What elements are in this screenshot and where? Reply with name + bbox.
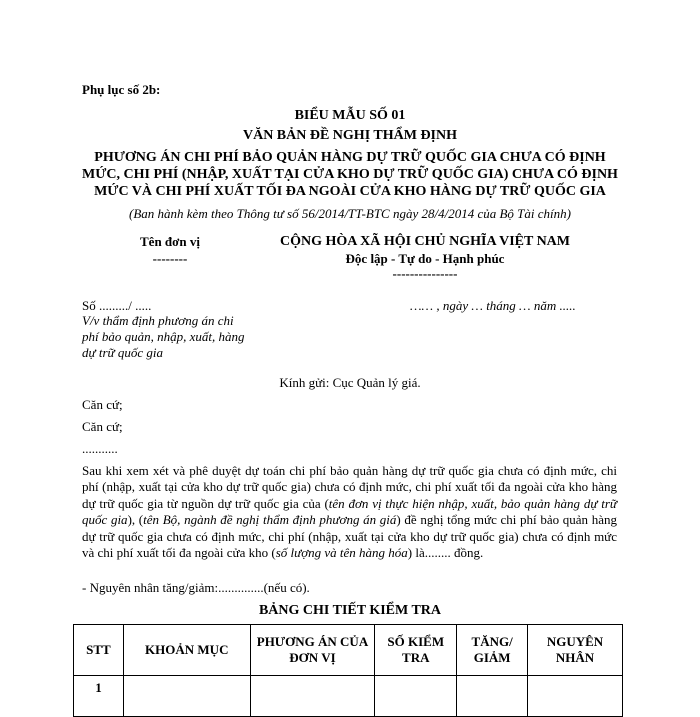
header-stt: STT xyxy=(74,625,124,676)
document-number: Số ........./ ..... xyxy=(82,298,152,313)
date-line: …… , ngày … tháng … năm ..... xyxy=(410,298,576,313)
body-text-2: ), ( xyxy=(127,512,144,528)
body-text-1: Sau khi xem xét và phê duyệt dự toán chi phí bảo quản hàng dự trữ quốc gia chưa có định mức, chi phí (nhập, xuất tại cửa kho dự trữ quốc gia) chưa có định mức, chi phí xuất tối đa ngoài cửa kho hàng dự trữ quốc gia từ nguồn dự trữ quốc gia của ( xyxy=(82,463,617,511)
national-title: CỘNG HÒA XÃ HỘI CHỦ NGHĨA VIỆT NAM xyxy=(279,234,570,249)
reference-line-1: V/v thẩm định phương án chi xyxy=(82,313,234,328)
table-cell xyxy=(250,676,375,717)
body-paragraph xyxy=(82,463,617,561)
subject-line-2: MỨC, CHI PHÍ (NHẬP, XUẤT TẠI CỬA KHO DỰ TRỮ QUỐC GIA) CHƯA CÓ ĐỊNH xyxy=(82,167,618,182)
basis-line-3: ........... xyxy=(82,441,118,456)
basis-line-2: Căn cứ; xyxy=(82,419,123,434)
recipient-line: Kính gửi: Cục Quản lý giá. xyxy=(279,375,421,390)
appendix-label: Phụ lục số 2b: xyxy=(82,82,161,97)
table-cell xyxy=(457,676,528,717)
reason-line: - Nguyên nhân tăng/giảm:..............(nếu có). xyxy=(82,580,310,595)
subject-line-1: PHƯƠNG ÁN CHI PHÍ BẢO QUẢN HÀNG DỰ TRỮ QUỐC GIA CHƯA CÓ ĐỊNH xyxy=(94,150,606,165)
unit-name: Tên đơn vị xyxy=(140,234,200,249)
issued-note: (Ban hành kèm theo Thông tư số 56/2014/TT-BTC ngày 28/4/2014 của Bộ Tài chính) xyxy=(129,206,571,221)
table-cell xyxy=(375,676,457,717)
body-text-4: ) là........ đồng. xyxy=(407,545,484,561)
table-cell: 1 xyxy=(74,676,124,717)
header-check-number: SỐ KIỂM TRA xyxy=(375,625,457,676)
header-item: KHOẢN MỤC xyxy=(123,625,250,676)
table-cell xyxy=(123,676,250,717)
subject-line-3: MỨC VÀ CHI PHÍ XUẤT TỐI ĐA NGOÀI CỬA KHO HÀNG DỰ TRỮ QUỐC GIA xyxy=(94,184,606,199)
table-header-row xyxy=(74,625,623,676)
basis-line-1: Căn cứ; xyxy=(82,397,123,412)
check-detail-table xyxy=(73,624,623,717)
body-italic-3: số lượng và tên hàng hóa xyxy=(275,545,408,561)
header-reason: NGUYÊN NHÂN xyxy=(528,625,623,676)
document-title: VĂN BẢN ĐỀ NGHỊ THẨM ĐỊNH xyxy=(242,128,458,143)
body-text-3: ) đề nghị tổng mức chi phí bảo quản hàng dự trữ quốc gia chưa có định mức, chi phí (nhập, xuất tại cửa kho dự trữ quốc gia) chưa có định mức và chi phí xuất tối đa ngoài cửa kho ( xyxy=(82,512,617,561)
table-title: BẢNG CHI TIẾT KIỂM TRA xyxy=(258,603,442,618)
form-number: BIỂU MẪU SỐ 01 xyxy=(294,108,406,123)
national-motto: Độc lập - Tự do - Hạnh phúc xyxy=(345,251,505,266)
national-divider: --------------- xyxy=(392,266,458,281)
table-row xyxy=(74,676,623,717)
body-italic-1: tên đơn vị thực hiện nhập, xuất, bảo quản hàng dự trữ quốc gia xyxy=(82,495,617,528)
table-cell xyxy=(528,676,623,717)
header-increase-decrease: TĂNG/ GIẢM xyxy=(457,625,528,676)
unit-divider: -------- xyxy=(152,251,188,266)
header-unit-plan: PHƯƠNG ÁN CỦA ĐƠN VỊ xyxy=(250,625,375,676)
reference-line-2: phí bảo quản, nhập, xuất, hàng xyxy=(82,329,245,344)
body-italic-2: tên Bộ, ngành đề nghị thẩm định phương án giá xyxy=(143,512,397,528)
reference-line-3: dự trữ quốc gia xyxy=(82,345,163,360)
